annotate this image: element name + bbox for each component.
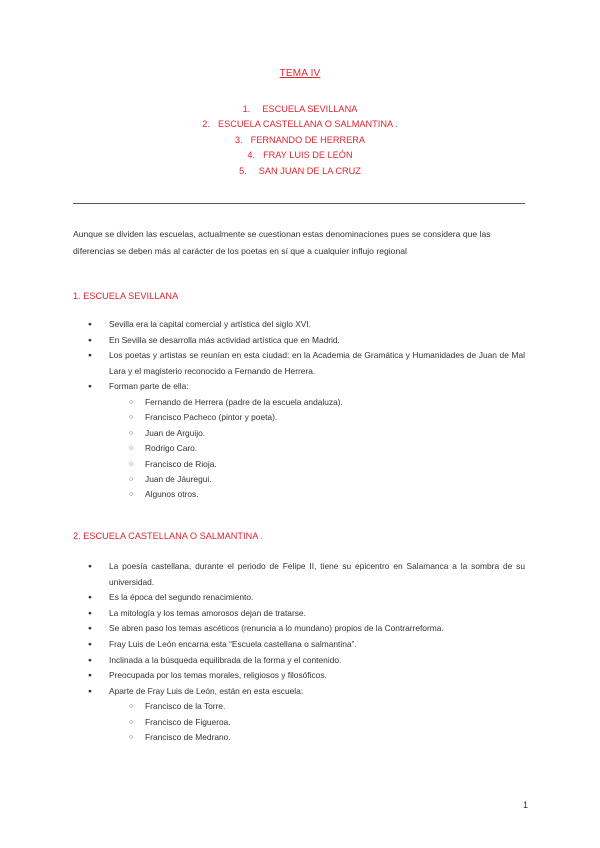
toc-item-label: ESCUELA CASTELLANA O SALMANTINA . (217, 119, 398, 130)
list-item: ● Se abren paso los temas ascéticos (renuncia a lo mundano) propios de la Contrarreforma. (73, 621, 525, 637)
toc-item (0, 117, 600, 132)
list-item (73, 684, 525, 746)
toc-item-label: ESCUELA SEVILLANA (262, 104, 358, 114)
list-item: ● En Sevilla se desarrolla más actividad artística que en Madrid. (73, 333, 525, 349)
toc-item-number: 2. (202, 119, 210, 130)
toc-item (0, 133, 600, 148)
intro-text: Aunque se dividen las escuelas, actualmente se cuestionan estas denominaciones pues se considera que las diferencias se deben más al carácter de los poetas en sí que a cualquier influjo regional (73, 229, 491, 256)
sublist-item: ○ Algunos otros. (109, 487, 525, 502)
document-title: TEMA IV (279, 68, 321, 79)
list-item (73, 379, 525, 502)
sublist-item: ○ Francisco de la Torre. (109, 699, 525, 714)
sublist-item: ○ Francisco de Medrano. (109, 730, 525, 745)
toc-item-label: FRAY LUIS DE LEÓN (263, 150, 353, 161)
section-heading-escuela-sevillana: 1. ESCUELA SEVILLANA (73, 291, 179, 301)
list-item: ● Fray Luis de León encarna esta “Escuela castellana o salmantina”. (73, 637, 525, 653)
section-heading-escuela-castellana: 2. ESCUELA CASTELLANA O SALMANTINA . (73, 531, 263, 541)
list-item: ● La mitología y los temas amorosos dejan de tratarse. (73, 606, 525, 622)
list-item: ● Es la época del segundo renacimiento. (73, 590, 525, 606)
sublist-item: ○ Francisco Pacheco (pintor y poeta). (109, 410, 525, 425)
toc-item-number: 5. (239, 165, 247, 176)
list-item: ● Inclinada a la búsqueda equilibrada de la forma y el contenido. (73, 653, 525, 669)
list-item: ● Preocupada por los temas morales, religiosos y filosóficos. (73, 668, 525, 684)
intro-paragraph (73, 226, 525, 260)
sublist-item: ○ Francisco de Figueroa. (109, 715, 525, 730)
table-of-contents (0, 102, 600, 179)
toc-item (0, 102, 600, 117)
toc-item (0, 148, 600, 163)
list-item: ● Sevilla era la capital comercial y artística del siglo XVI. (73, 317, 525, 333)
sublist-item: ○ Rodrigo Caro. (109, 441, 525, 456)
toc-item-number: 1. (242, 104, 251, 114)
list-item: ● La poesía castellana, durante el periodo de Felipe II, tiene su epicentro en Salamanca a la sombra de su universidad. (73, 559, 525, 590)
section-bullet-list (73, 317, 525, 503)
sublist-item: ○ Fernando de Herrera (padre de la escuela andaluza). (109, 395, 525, 410)
sublist-item: ○ Francisco de Rioja. (109, 457, 525, 472)
list-item-text: Aparte de Fray Luis de León, están en esta escuela: (109, 685, 304, 696)
sublist-item: ○ Juan de Jáuregui. (109, 472, 525, 487)
toc-item-number: 4. (247, 150, 256, 161)
page-number: 1 (522, 800, 528, 810)
member-sublist (109, 395, 525, 503)
member-sublist (109, 699, 525, 745)
toc-item (0, 164, 600, 179)
toc-item-number: 3. (234, 134, 243, 145)
list-item-text: Forman parte de ella: (109, 381, 189, 392)
toc-item-label: FERNANDO DE HERRERA (250, 134, 366, 145)
sublist-item: ○ Juan de Arguijo. (109, 426, 525, 441)
horizontal-divider (73, 203, 525, 204)
section-bullet-list (73, 559, 525, 746)
toc-item-label: SAN JUAN DE LA CRUZ (258, 165, 361, 176)
list-item: ● Los poetas y artistas se reunían en esta ciudad: en la Academia de Gramática y Humanidades de Juan de Mal Lara y el magisterio reconocido a Fernando de Herrera. (73, 348, 525, 379)
